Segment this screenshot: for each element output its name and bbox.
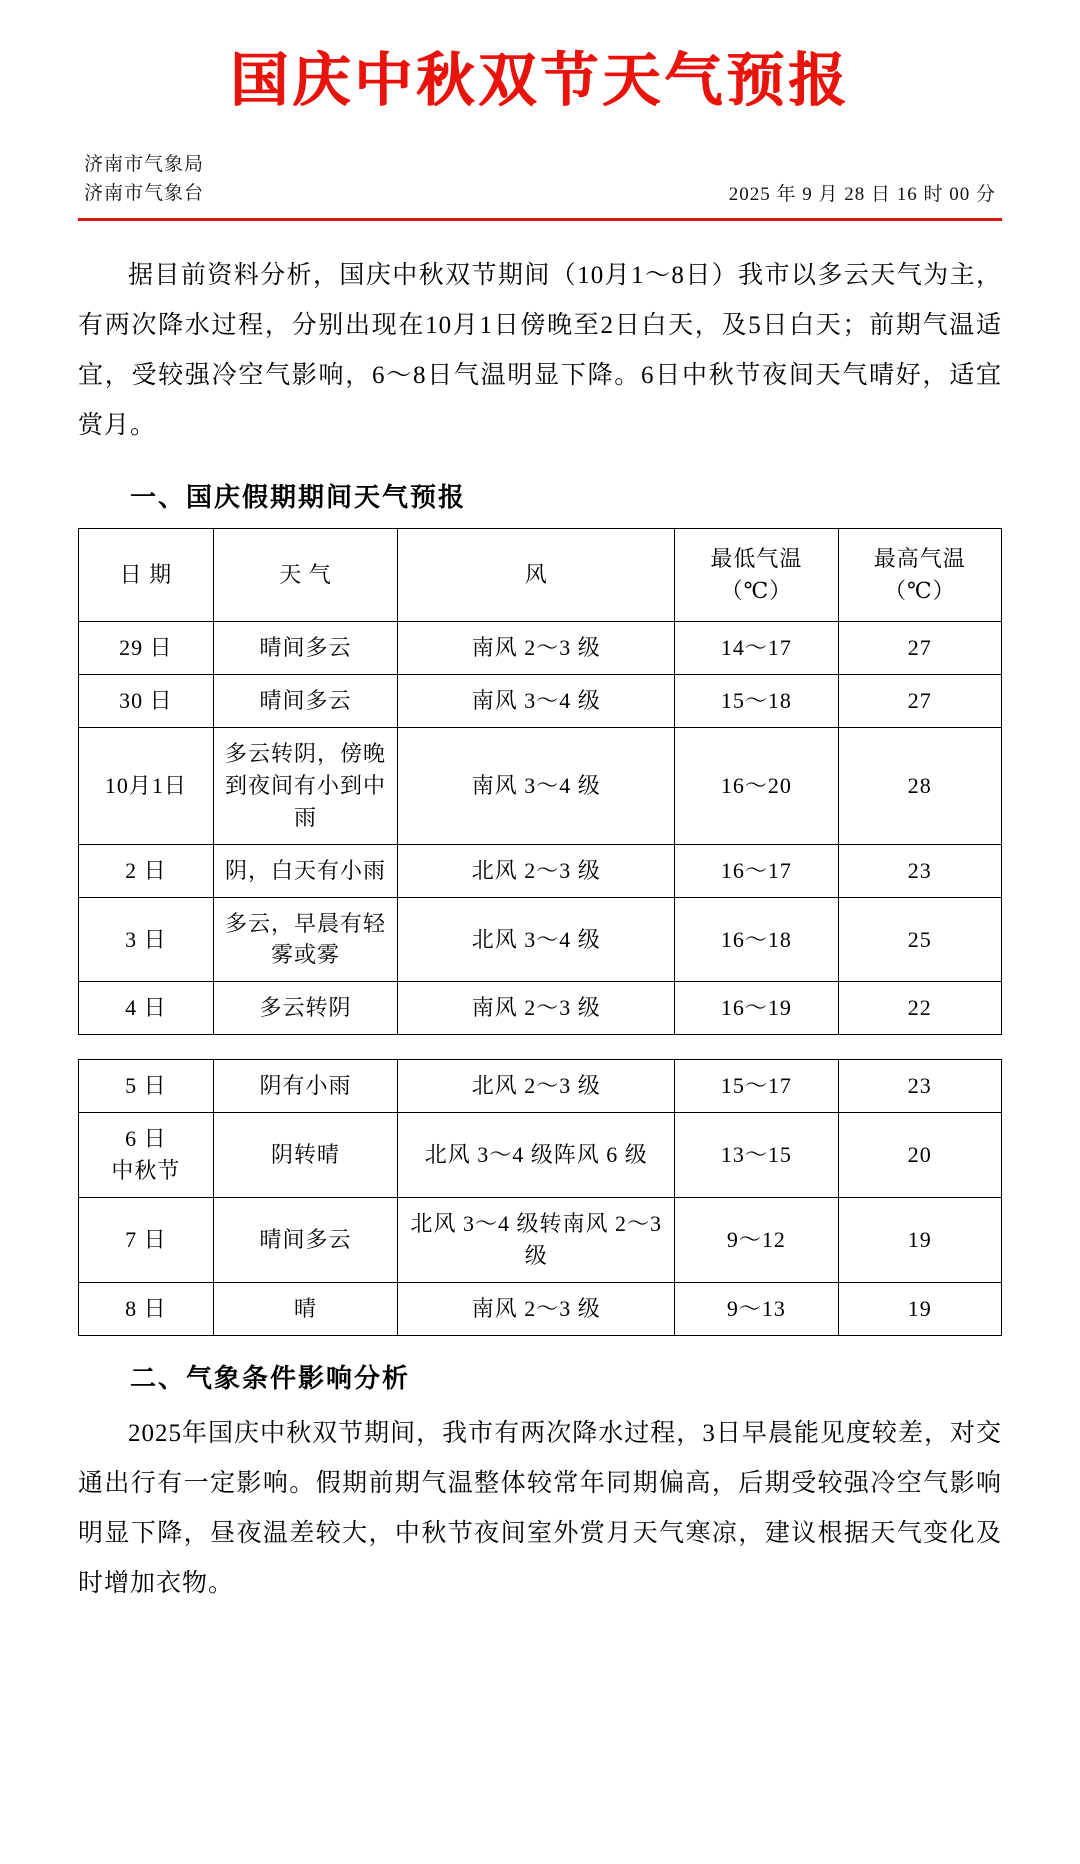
table-row [79,675,1002,728]
table-row [79,1197,1002,1282]
header-tmin-unit: （℃） [720,578,793,604]
issuer-line-1: 济南市气象局 [84,153,205,175]
header-divider [78,218,1002,221]
cell-tmin: 16～17 [675,844,838,897]
cell-date: 2 日 [79,844,214,897]
header-tmin [675,529,838,622]
header-wind: 风 [398,529,675,622]
cell-tmax: 19 [838,1282,1001,1335]
cell-wind: 北风 3～4 级 [398,897,675,982]
section-heading-2 [78,1358,1002,1395]
table-row [79,622,1002,675]
cell-tmin: 16～19 [675,982,838,1035]
analysis-paragraph: 2025年国庆中秋双节期间，我市有两次降水过程，3日早晨能见度较差，对交通出行有一定影响。假期前期气温整体较常年同期偏高，后期受较强冷空气影响明显下降，昼夜温差较大，中秋节夜间室外赏月天气寒凉，建议根据天气变化及时增加衣物。 [78,1419,1002,1597]
cell-tmax: 23 [838,1060,1001,1113]
cell-weather: 多云，早晨有轻雾或雾 [213,897,398,982]
issue-timestamp: 2025 年 9 月 28 日 16 时 00 分 [728,184,996,206]
cell-wind: 北风 3～4 级阵风 6 级 [398,1113,675,1198]
header-tmax-label: 最高气温 [873,546,966,572]
cell-tmax: 25 [838,897,1001,982]
cell-weather: 晴间多云 [213,675,398,728]
cell-tmin: 15～18 [675,675,838,728]
cell-tmin: 14～17 [675,622,838,675]
cell-tmin: 9～12 [675,1197,838,1282]
page-title: 国庆中秋双节天气预报 [229,46,850,114]
cell-tmin: 9～13 [675,1282,838,1335]
cell-weather: 阴转晴 [213,1113,398,1198]
cell-date-line-1: 6 日 [125,1126,167,1152]
cell-tmax: 19 [838,1197,1001,1282]
cell-weather: 晴 [213,1282,398,1335]
cell-wind: 南风 2～3 级 [398,622,675,675]
cell-weather: 阴，白天有小雨 [213,844,398,897]
section-heading-1 [78,477,1002,514]
issuer-block [84,150,204,209]
cell-tmin: 15～17 [675,1060,838,1113]
section-text-1: 国庆假期期间天气预报 [186,483,467,514]
table-row [79,1282,1002,1335]
cell-date: 30 日 [79,675,214,728]
table-split-gap [78,1041,1002,1059]
cell-weather: 阴有小雨 [213,1060,398,1113]
cell-tmin: 13～15 [675,1113,838,1198]
cell-weather: 晴间多云 [213,622,398,675]
cell-weather: 多云转阴，傍晚到夜间有小到中雨 [213,728,398,845]
cell-tmax: 28 [838,728,1001,845]
cell-date: 29 日 [79,622,214,675]
forecast-table-part-1 [78,528,1002,1035]
cell-tmax: 23 [838,844,1001,897]
cell-tmin: 16～18 [675,897,838,982]
cell-tmax: 22 [838,982,1001,1035]
table-row [79,897,1002,982]
forecast-table-part-2 [78,1059,1002,1335]
cell-wind: 南风 3～4 级 [398,675,675,728]
table-header-row [79,529,1002,622]
cell-date: 4 日 [79,982,214,1035]
cell-date: 7 日 [79,1197,214,1282]
section-text-2: 气象条件影响分析 [186,1363,411,1394]
header-tmin-label: 最低气温 [710,546,803,572]
table-row [79,1060,1002,1113]
cell-date: 3 日 [79,897,214,982]
table-row [79,1113,1002,1198]
document-meta [78,150,1002,217]
cell-tmax: 20 [838,1113,1001,1198]
cell-date-line-2: 中秋节 [111,1158,181,1184]
issuer-line-2: 济南市气象台 [84,183,205,205]
header-date: 日 期 [79,529,214,622]
cell-wind: 北风 3～4 级转南风 2～3 级 [398,1197,675,1282]
cell-wind: 南风 2～3 级 [398,982,675,1035]
cell-weather: 晴间多云 [213,1197,398,1282]
cell-date: 8 日 [79,1282,214,1335]
cell-wind: 北风 2～3 级 [398,1060,675,1113]
cell-wind: 北风 2～3 级 [398,844,675,897]
header-tmax [838,529,1001,622]
table-row [79,982,1002,1035]
cell-tmin: 16～20 [675,728,838,845]
section-number-2: 二、 [130,1363,187,1394]
cell-date: 5 日 [79,1060,214,1113]
intro-paragraph: 据目前资料分析，国庆中秋双节期间（10月1～8日）我市以多云天气为主，有两次降水过程，分别出现在10月1日傍晚至2日白天，及5日白天；前期气温适宜，受较强冷空气影响，6～8日气温明显下降。6日中秋节夜间天气晴好，适宜赏月。 [78,262,1002,440]
cell-tmax: 27 [838,622,1001,675]
cell-tmax: 27 [838,675,1001,728]
section-number-1: 一、 [130,483,187,514]
table-row [79,844,1002,897]
table-row [79,728,1002,845]
cell-wind: 南风 2～3 级 [398,1282,675,1335]
header-tmax-unit: （℃） [883,578,956,604]
cell-weather: 多云转阴 [213,982,398,1035]
cell-wind: 南风 3～4 级 [398,728,675,845]
header-weather: 天 气 [213,529,398,622]
cell-date: 10月1日 [79,728,214,845]
cell-date [79,1113,214,1198]
